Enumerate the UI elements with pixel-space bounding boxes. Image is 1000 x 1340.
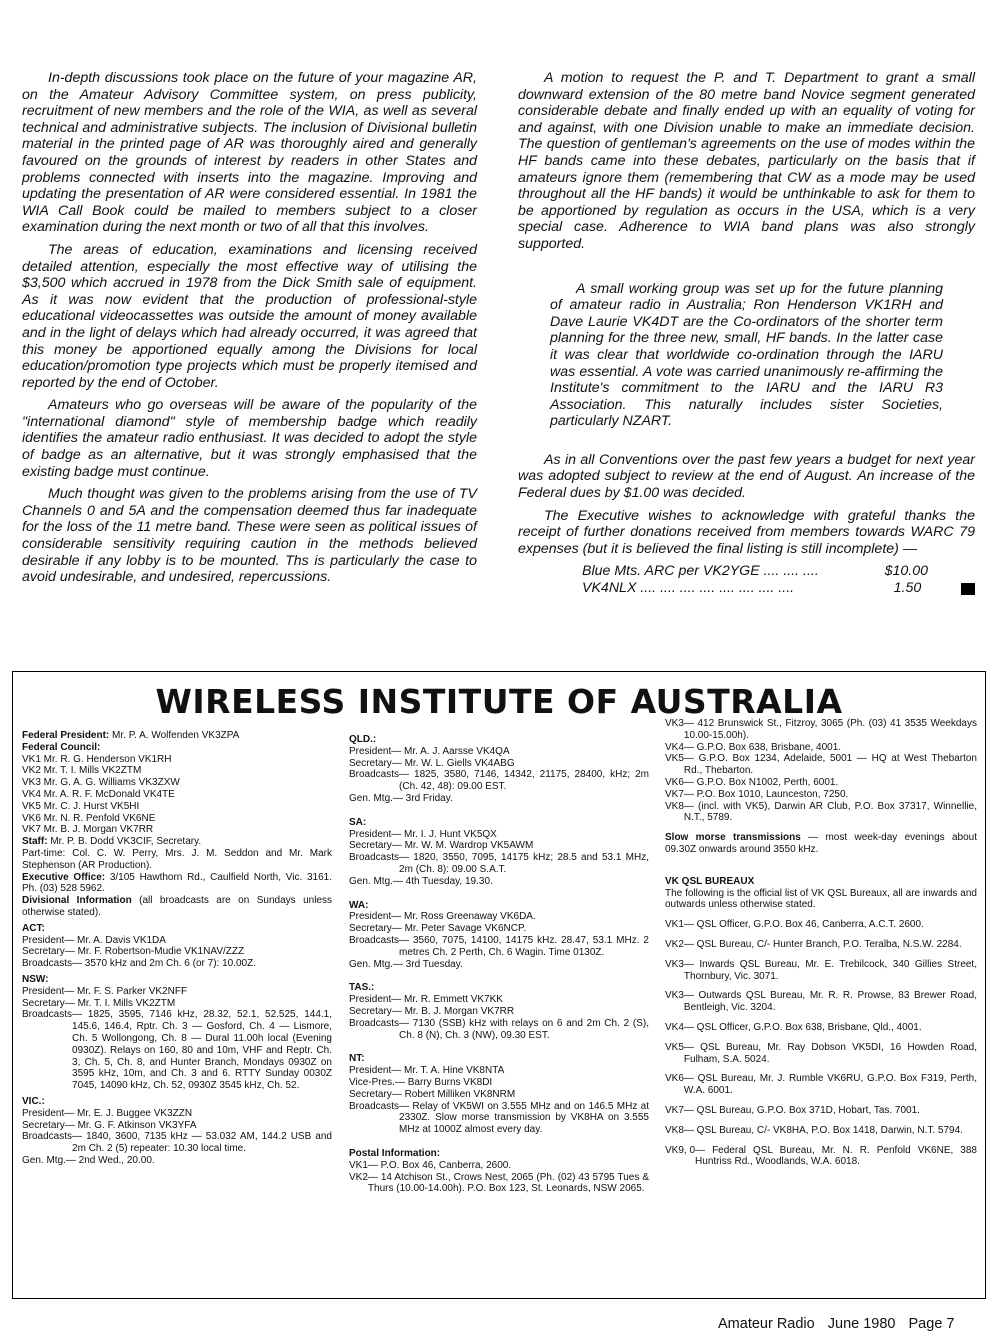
council-member: VK1 Mr. R. G. Henderson VK1RH xyxy=(22,753,172,765)
wia-column-1: Federal President: Mr. P. A. Wolfenden VK3ZPA Federal Council: VK1 Mr. R. G. Henderson VK1RH VK2 Mr. T. I. Mills VK2ZTM VK3 Mr. G. A. G. Williams VK3ZXW VK4 Mr. A. R. F. McDonald VK4TE VK5 Mr. C. J. Hurst VK5HI VK6 Mr. N. R. Penfold VK6NE VK7 Mr. B. J. Morgan VK7RR Staff: Mr. P. B. Dodd VK3CIF, Secretary. Part-time: Col. C. W. Perry, Mrs. J. M. Seddon and Mr. Mark Stephenson (AR Production). Executive Office: 3/105 Hawthorn Rd., Caulfield North, Vic. 3161. Ph. (03) 528 5962. Divisional Information (all broadcasts are on Sundays unless otherwise stated). ACT: President — Mr. A. Davis VK1DA Secretary — Mr. F. Robertson-Mudie VK1NAV/ZZZ Broadcasts — 3570 kHz and 2m Ch. 6 (or 7): 10.00Z. NSW: President — Mr. F. S. Parker VK2NFF Secretary — Mr. T. I. Mills VK2ZTM Broadcasts — 1825, 3595, 7146 kHz, 28.32, 52.1, 52.525, 144.1, 145.6, 146.4, Rptr. Ch. 3 — Gosford, Ch. 4 — Lismore, Ch. 5 Wollongong, Ch. 8 — Dural 11.00h local (Evening 0930Z). Relays on 160, 80 and 10m, VHF and Reptr. Ch. 3, Ch. 5, Ch. 8, and Hunter Branch, Mondays 0930Z on 3595 kHz, 10m, and Ch. 3 and 6. RTTY Sunday 0030Z 7045, 14090 kHz, Ch. 52, 0930Z 3545 kHz, Ch. 52. VIC.: President — Mr. E. J. Buggee VK3ZZN Secretary — Mr. G. F. Atkinson VK3YFA Broadcasts — 1840, 3600, 7135 kHz — 53.032 AM, 144.2 USB and 2m Ch. 2 (5) repeater: 10.30 local time. Gen. Mtg. — 2nd Wed., 20.00. xyxy=(22,730,332,1166)
article-left-column xyxy=(22,70,477,592)
wia-column-3: VK3 — 412 Brunswick St., Fitzroy, 3065 (Ph. (03) 41 3535 Weekdays 10.00-15.00h). VK4 — G.P.O. Box 638, Brisbane, 4001. VK5 — G.P.O. Box 1234, Adelaide, 5001 — HQ at West Thebarton Rd., Thebarton. VK6 — G.P.O. Box N1002, Perth, 6001. VK7 — P.O. Box 1010, Launceston, 7250. VK8 — (incl. with VK5), Darwin AR Club, P.O. Box 37317, Winnellie, N.T., 5789. Slow morse transmissions — most week-day evenings about 09.30Z onwards around 3550 kHz. VK QSL BUREAUX The following is the official list of VK QSL Bureaux, all are inwards and outwards unless otherwise stated. VK1 — QSL Officer, G.P.O. Box 46, Canberra, A.C.T. 2600. VK2 — QSL Bureau, C/- Hunter Branch, P.O. Teralba, N.S.W. 2284. VK3 — Inwards QSL Bureau, Mr. E. Trebilcock, 340 Gillies Street, Thornbury, Vic. 3071. VK3 — Outwards QSL Bureau, Mr. R. R. Prowse, 83 Brewer Road, Bentleigh, Vic. 3204. VK4 — QSL Officer, G.P.O. Box 638, Brisbane, Qld., 4001. VK5 — QSL Bureau, Mr. Ray Dobson VK5DI, 16 Howden Road, Fulham, S.A. 5024. VK6 — QSL Bureau, Mr. J. Rumble VK6RU, G.P.O. Box F319, Perth, W.A. 6001. VK7 — QSL Bureau, G.P.O. Box 371D, Hobart, Tas. 7001. VK8 — QSL Bureau, C/- VK8HA, P.O. Box 1418, Darwin, N.T. 5794. VK9, 0 — Federal QSL Bureau, Mr. N. R. Penfold VK6NE, 388 Huntriss Rd., Woodlands, W.A. 6018. xyxy=(665,718,977,1168)
division-heading: NT: xyxy=(349,1053,365,1065)
article-paragraph: The areas of education, examinations and licensing received detailed attention, especially the most effective way of utilising the $3,500 which accrued in 1978 from the Dick Smith sale of equipment. As it was now evident that the production of professional-style educational videocassettes was outside the amount of money available and in the light of delays which had already occurred, it was agreed that this money be apportioned equally among the Divisions for local education/promotion type projects which must be properly itemised and reported by the end of October. xyxy=(22,241,477,391)
qsl-heading: VK QSL BUREAUX xyxy=(665,875,755,887)
page-number: Page 7 xyxy=(908,1316,955,1332)
council-member: VK2 Mr. T. I. Mills VK2ZTM xyxy=(22,765,142,777)
article-right-column xyxy=(518,70,975,597)
division-heading: WA: xyxy=(349,899,369,911)
article-paragraph: As in all Conventions over the past few years a budget for next year was adopted subject to review at the end of August. An increase of the Federal dues by $1.00 was decided. xyxy=(518,451,975,502)
end-mark-icon xyxy=(961,583,975,595)
article-paragraph: Amateurs who go overseas will be aware of the popularity of the "international diamond" style of membership badge which readily identifies the amateur radio enthusiast. It was decided to adopt the style of badge as an alternative, but it was strongly emphasised that the existing badge must continue. xyxy=(22,397,477,480)
division-heading: QLD.: xyxy=(349,734,377,745)
issue-date: June 1980 xyxy=(827,1316,896,1332)
donation-row: Blue Mts. ARC per VK2YGE .... .... .... $10.00 xyxy=(582,563,928,580)
page-footer xyxy=(718,1316,963,1332)
division-heading: VIC.: xyxy=(22,1095,45,1107)
publication-name: Amateur Radio xyxy=(718,1316,815,1332)
article-paragraph: A motion to request the P. and T. Department to grant a small downward extension of the 80 metre band Novice segment generated considerable debate and finally ended up with an equality of voting for and against, with one Division unable to make an immediate decision. The question of gentleman's agreements on the use of modes within the HF bands came into these debates, particularly on the basis that if amateurs ignore them (remembering that CW as a mode may be used throughout all the HF bands) it would be unthinkable to ask for them to be apportioned by regulation as occurs in the USA, which is a very special case. Adherence to WIA band plans was also strongly supported. xyxy=(518,70,975,252)
council-member: VK3 Mr. G. A. G. Williams VK3ZXW xyxy=(22,777,180,789)
postal-heading: Postal Information: xyxy=(349,1147,441,1159)
council-member: VK4 Mr. A. R. F. McDonald VK4TE xyxy=(22,788,175,800)
article-paragraph: In-depth discussions took place on the future of your magazine AR, on the Amateur Advisory Committee system, on press publicity, recruitment of new members and the role of the WIA, as well as several technical and administrative subjects. The inclusion of Divisional bulletin material in the printed page of AR was thoroughly aired and generally favoured on the grounds of interest by readers in other States and problems connected with inserts into the magazine. Improving and updating the presentation of AR were considered essential. In 1981 the WIA Call Book could be mailed to members subject to a closer examination during the next month or two of all that this involves. xyxy=(22,70,477,236)
division-heading: TAS.: xyxy=(349,982,375,994)
division-heading: SA: xyxy=(349,816,367,828)
donation-row: VK4NLX .... .... .... .... .... .... .... .... 1.50 xyxy=(582,580,975,597)
council-member: VK6 Mr. N. R. Penfold VK6NE xyxy=(22,812,156,824)
division-heading: NSW: xyxy=(22,973,49,985)
article-paragraph: Much thought was given to the problems arising from the use of TV Channels 0 and 5A and the compensation deemed thus far inadequate for the loss of the 11 metre band. These were seen as political issues of considerable sensitivity requiring caution in the methods believed desirable if any lobby is to be mounted. Ths is particularly the case to avoid undesirable, and undesired, repercussions. xyxy=(22,486,477,586)
division-heading: ACT: xyxy=(22,922,45,934)
wia-column-2: QLD.: President — Mr. A. J. Aarsse VK4QA Secretary — Mr. W. L. Giells VK4ABG Broadcasts — 1825, 3580, 7146, 14342, 21175, 28400, kHz; 2m (Ch. 42, 48): 09.00 EST. Gen. Mtg. — 3rd Friday. SA: President — Mr. I. J. Hunt VK5QX Secretary — Mr. W. M. Wardrop VK5AWM Broadcasts — 1820, 3550, 7095, 14175 kHz; 28.5 and 53.1 MHz, 2m (Ch. 8): 09.00 S.A.T. Gen. Mtg. — 4th Tuesday, 19.30. WA: President — Mr. Ross Greenaway VK6DA. Secretary — Mr. Peter Savage VK6NCP. Broadcasts — 3560, 7075, 14100, 14175 kHz. 28.47, 53.1 MHz. 2 metres Ch. 2 Perth, Ch. 6 Wagin. Time 0130Z. Gen. Mtg. — 3rd Tuesday. TAS.: President — Mr. R. Emmett VK7KK Secretary — Mr. B. J. Morgan VK7RR Broadcasts — 7130 (SSB) kHz with relays on 6 and 2m Ch. 2 (S), Ch. 8 (N), Ch. 3 (NW), 09.30 EST. NT: President — Mr. T. A. Hine VK8NTA Vice-Pres. — Barry Burns VK8DI Secretary — Robert Milliken VK8NRM Broadcasts — Relay of VK5WI on 3.555 MHz and on 146.5 MHz at 2330Z. Slow morse transmission by VK8HA on 3.555 MHz at 1000Z almost every day. Postal Information: VK1 — P.O. Box 46, Canberra, 2600. VK2 — 14 Atchison St., Crows Nest, 2065 (Ph. (02) 43 5795 Tues & Thurs (10.00-14.00h). P.O. Box 123, St. Leonards, NSW 2065. xyxy=(349,734,649,1195)
council-member: VK5 Mr. C. J. Hurst VK5HI xyxy=(22,800,140,812)
wia-directory-box xyxy=(12,671,986,1299)
slow-morse-note: Slow morse transmissions — most week-day evenings about 09.30Z onwards around 3550 kHz. xyxy=(665,832,977,855)
council-member: VK7 Mr. B. J. Morgan VK7RR xyxy=(22,824,154,836)
wia-title: WIRELESS INSTITUTE OF AUSTRALIA xyxy=(155,682,843,721)
article-paragraph: The Executive wishes to acknowledge with grateful thanks the receipt of further donations received from members towards WARC 79 expenses (but it is believed the final listing is still incomplete) — xyxy=(518,507,975,557)
working-group-box xyxy=(550,281,943,430)
article-paragraph: A small working group was set up for the future planning of amateur radio in Australia; Ron Henderson VK1RH and Dave Laurie VK4DT are the Co-ordinators of the shorter term planning for the three new, small, HF bands. In the latter case it was clear that worldwide co-ordination through the IARU was essential. A vote was carried unanimously re-affirming the Institute's commitment to the IARU and the IARU R3 Association. This naturally includes sister Societies, particularly NZART. xyxy=(550,280,943,430)
